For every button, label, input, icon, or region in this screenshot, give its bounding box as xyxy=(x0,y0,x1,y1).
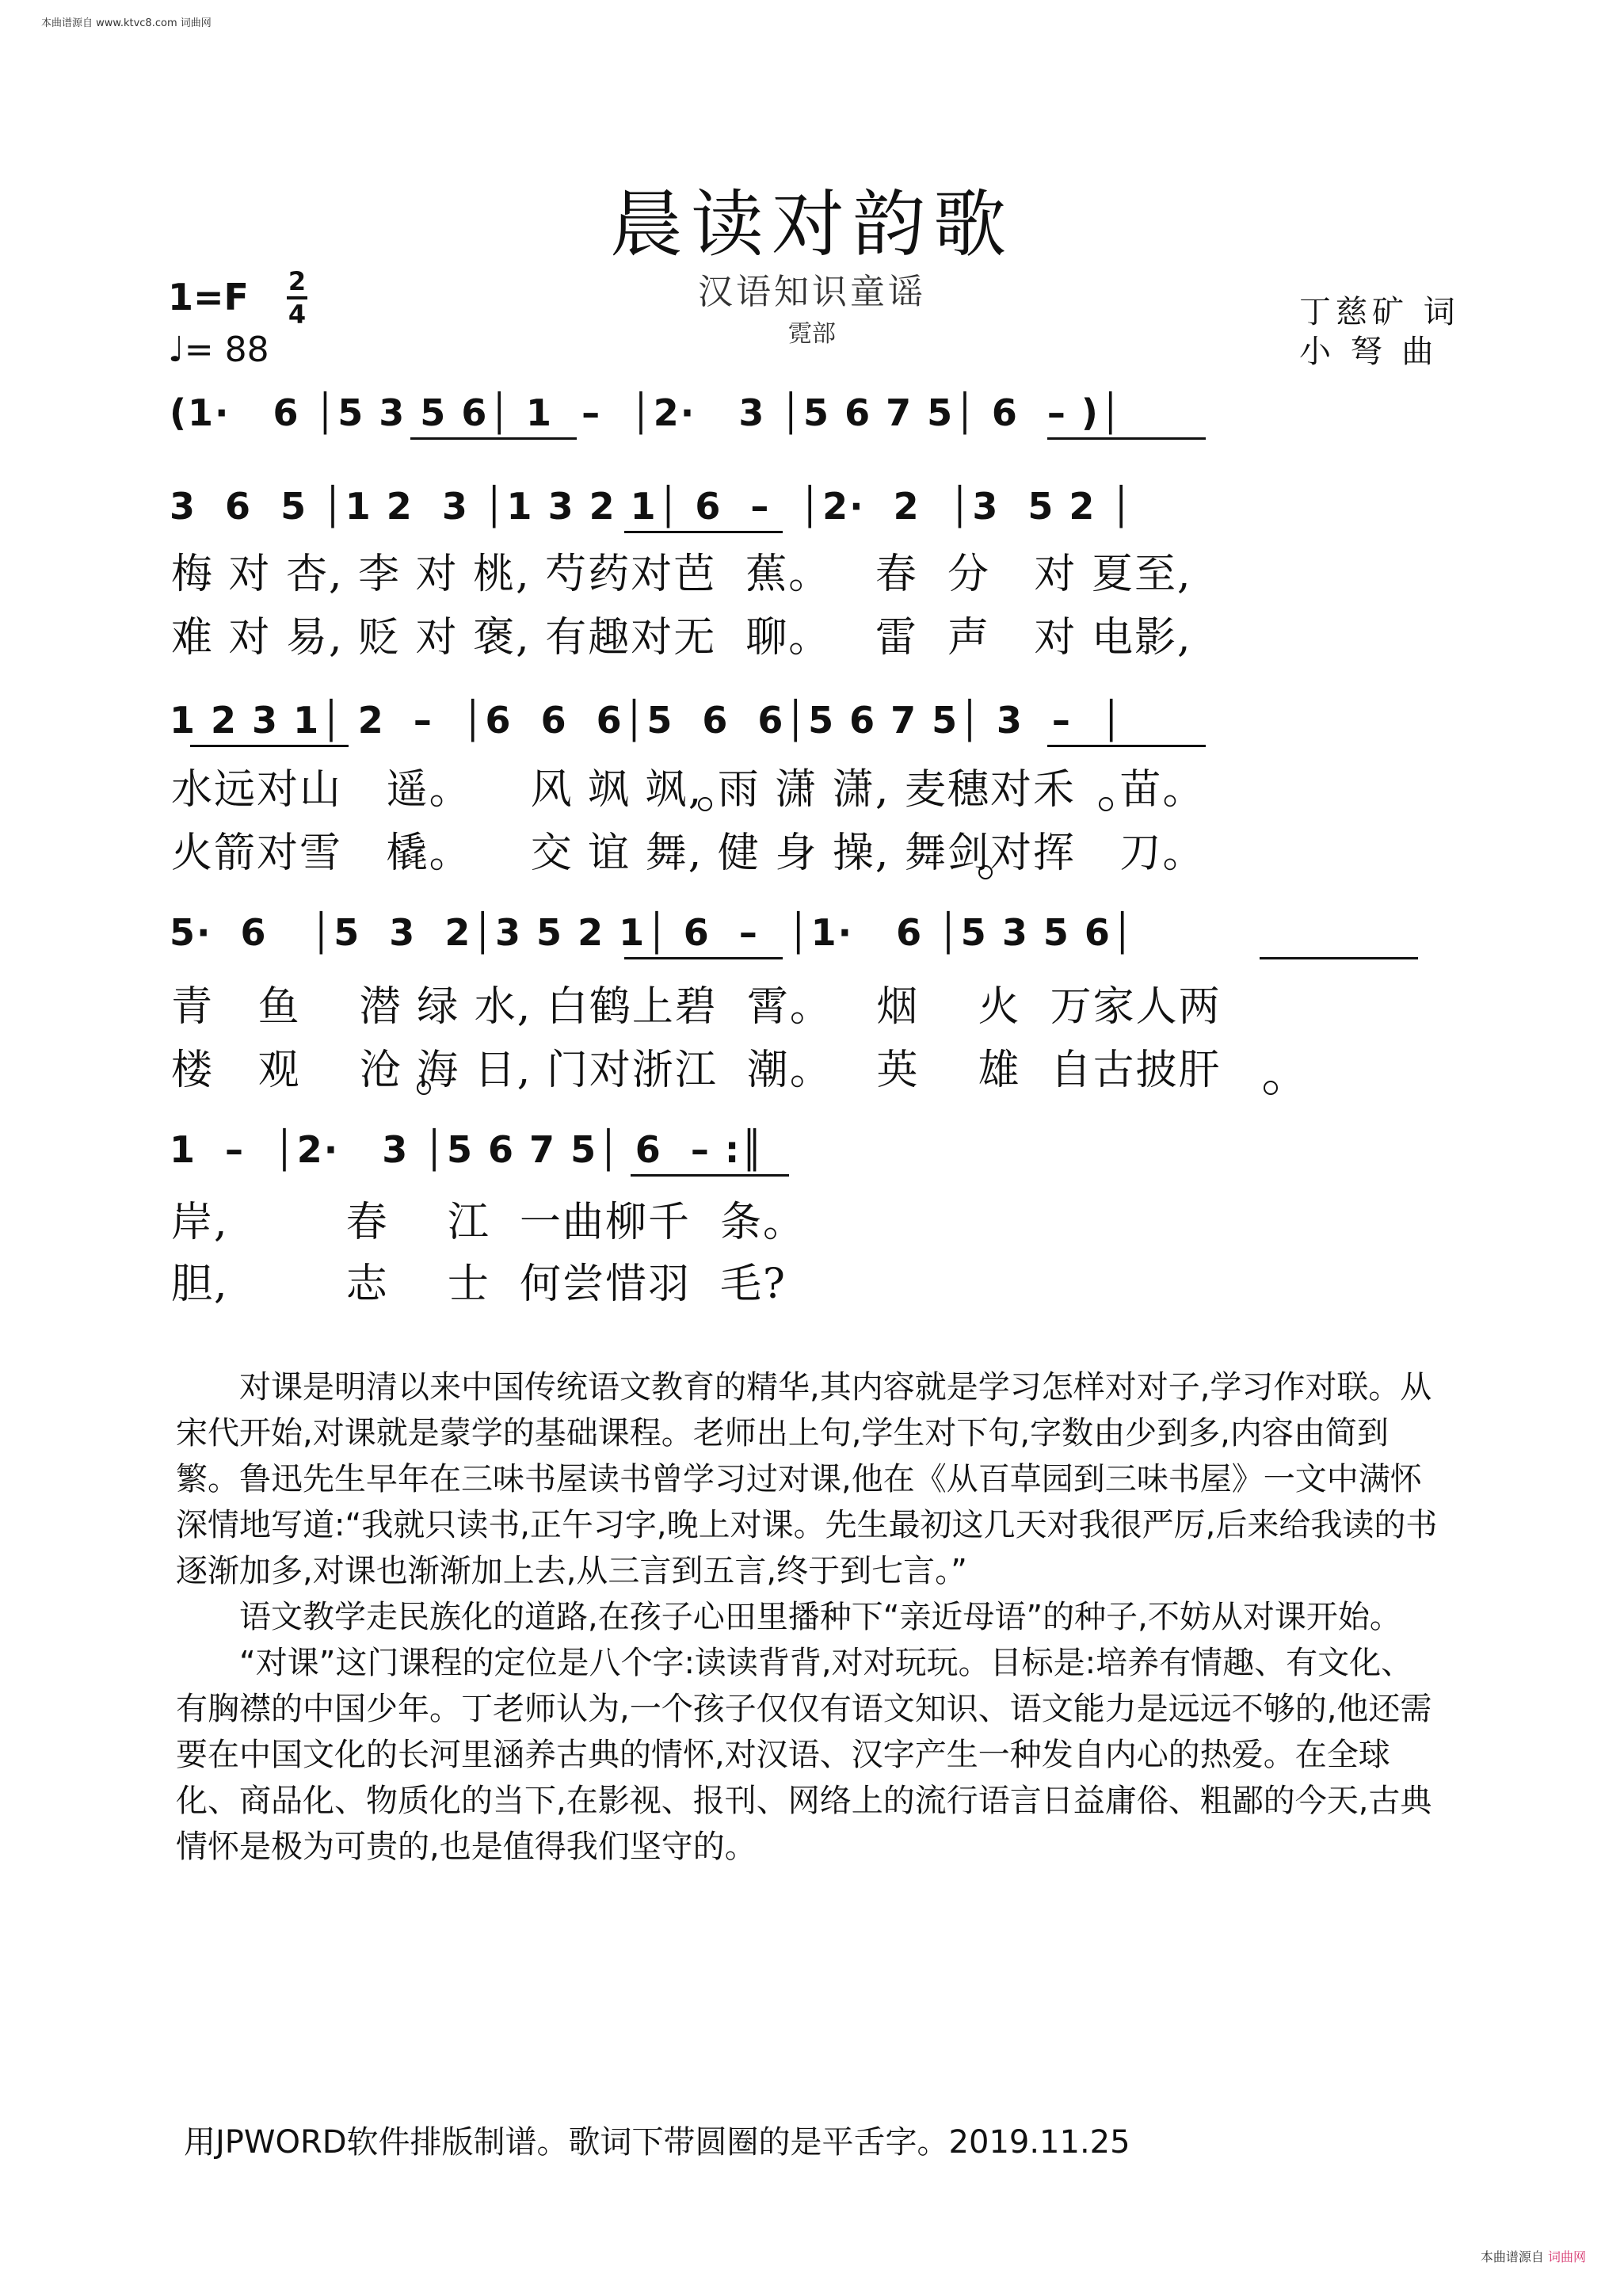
score-row-4: 5· 6 │5 3 2│3 5 2 1│ 6 – │1· 6 │5 3 5 6│ xyxy=(170,911,1135,954)
score-row-5: 1 – │2· 3 │5 6 7 5│ 6 – :║ xyxy=(170,1128,764,1171)
flat-tongue-circle xyxy=(417,1081,431,1095)
lyric-row-2-verse-2: 难 对 易, 贬 对 褒, 有趣对无 聊。 雷 声 对 电影, xyxy=(171,614,1192,662)
flat-tongue-circle xyxy=(1264,1081,1278,1095)
flat-tongue-circle xyxy=(698,797,712,811)
footer-note: 用JPWORD软件排版制谱。歌词下带圆圈的是平舌字。2019.11.25 xyxy=(184,2124,1130,2161)
time-signature xyxy=(287,268,307,328)
paragraph: “对课”这门课程的定位是八个字:读读背背,对对玩玩。目标是:培养有情趣、有文化、有胸襟的中国少年。丁老师认为,一个孩子仅仅有语文知识、语文能力是远远不够的,他还需要在中国文化的长河里涵养古典的情怀,对汉语、汉字产生一种发自内心的热爱。在全球化、商品化、物质化的当下,在影视、报刊、网络上的流行语言日益庸俗、粗鄙的今天,古典情怀是极为可贵的,也是值得我们坚守的。 xyxy=(176,1645,1432,1865)
paragraph: 对课是明清以来中国传统语文教育的精华,其内容就是学习怎样对对子,学习作对联。从宋代开始,对课就是蒙学的基础课程。老师出上句,学生对下句,字数由少到多,内容由简到繁。鲁迅先生早年在三味书屋读书曾学习过对课,他在《从百草园到三味书屋》一文中满怀深情地写道:“我就只读书,正午习字,晚上对课。先生最初这几天对我很严厉,后来给我读的书逐渐加多,对课也渐渐加上去,从三言到五言,终于到七言。” xyxy=(176,1369,1438,1589)
article-body xyxy=(176,1364,1443,1870)
composer-credit: 小 弩 曲 xyxy=(1299,334,1439,370)
page-title: 晨读对韵歌 xyxy=(609,182,1014,267)
subtitle: 汉语知识童谣 xyxy=(698,272,926,312)
lyric-row-3-verse-2: 火箭对雪 橇。 交 谊 舞, 健 身 操, 舞剑对挥 刀。 xyxy=(171,830,1206,877)
lyric-row-5-verse-2: 胆, 志 士 何尝惜羽 毛? xyxy=(171,1261,787,1308)
flat-tongue-circle xyxy=(978,865,993,879)
beam-line xyxy=(1047,437,1206,440)
beam-line xyxy=(624,957,783,959)
beam-line xyxy=(1260,957,1418,959)
source-bottom-text: 本曲谱源自 xyxy=(1480,2249,1544,2264)
arranger: 霓部 xyxy=(788,320,836,348)
lyric-row-2-verse-1: 梅 对 杏, 李 对 桃, 芍药对芭 蕉。 春 分 对 夏至, xyxy=(171,551,1192,598)
beam-line xyxy=(190,745,349,747)
lyric-row-4-verse-2: 楼 观 沧 海 日, 门对浙江 潮。 英 雄 自古披肝 xyxy=(171,1047,1222,1094)
source-text: 本曲谱源自 www.ktvc8.com 词曲网 xyxy=(41,17,212,29)
time-signature-bottom: 4 xyxy=(288,299,307,330)
source-watermark-top xyxy=(41,14,212,29)
tempo-mark: ♩= 88 xyxy=(168,330,269,370)
beam-line xyxy=(410,437,577,440)
lyric-row-5-verse-1: 岸, 春 江 一曲柳千 条。 xyxy=(171,1199,806,1246)
beam-line xyxy=(624,531,783,533)
flat-tongue-circle xyxy=(1099,797,1113,811)
paragraph: 语文教学走民族化的道路,在孩子心田里播种下“亲近母语”的种子,不妨从对课开始。 xyxy=(239,1599,1401,1635)
score-row-1: (1· 6 │5 3 5 6│ 1 – │2· 3 │5 6 7 5│ 6 – )│ xyxy=(170,391,1123,434)
source-watermark-bottom xyxy=(1481,2247,1586,2265)
lyric-row-4-verse-1: 青 鱼 潜 绿 水, 白鹤上碧 霄。 烟 火 万家人两 xyxy=(171,983,1222,1031)
score-row-2: 3 6 5 │1 2 3 │1 3 2 1│ 6 – │2· 2 │3 5 2 │ xyxy=(170,485,1134,528)
score-row-3: 1 2 3 1│ 2 – │6 6 6│5 6 6│5 6 7 5│ 3 – │ xyxy=(170,699,1124,742)
beam-line xyxy=(631,1174,789,1177)
key-signature: 1=F xyxy=(168,276,249,319)
source-bottom-site: 词曲网 xyxy=(1547,2249,1586,2264)
beam-line xyxy=(1047,745,1206,747)
lyricist-credit: 丁慈矿 词 xyxy=(1299,294,1460,330)
time-signature-top: 2 xyxy=(288,266,307,296)
lyric-row-3-verse-1: 水远对山 遥。 风 飒 飒, 雨 潇 潇, 麦穗对禾 苗。 xyxy=(171,766,1206,814)
